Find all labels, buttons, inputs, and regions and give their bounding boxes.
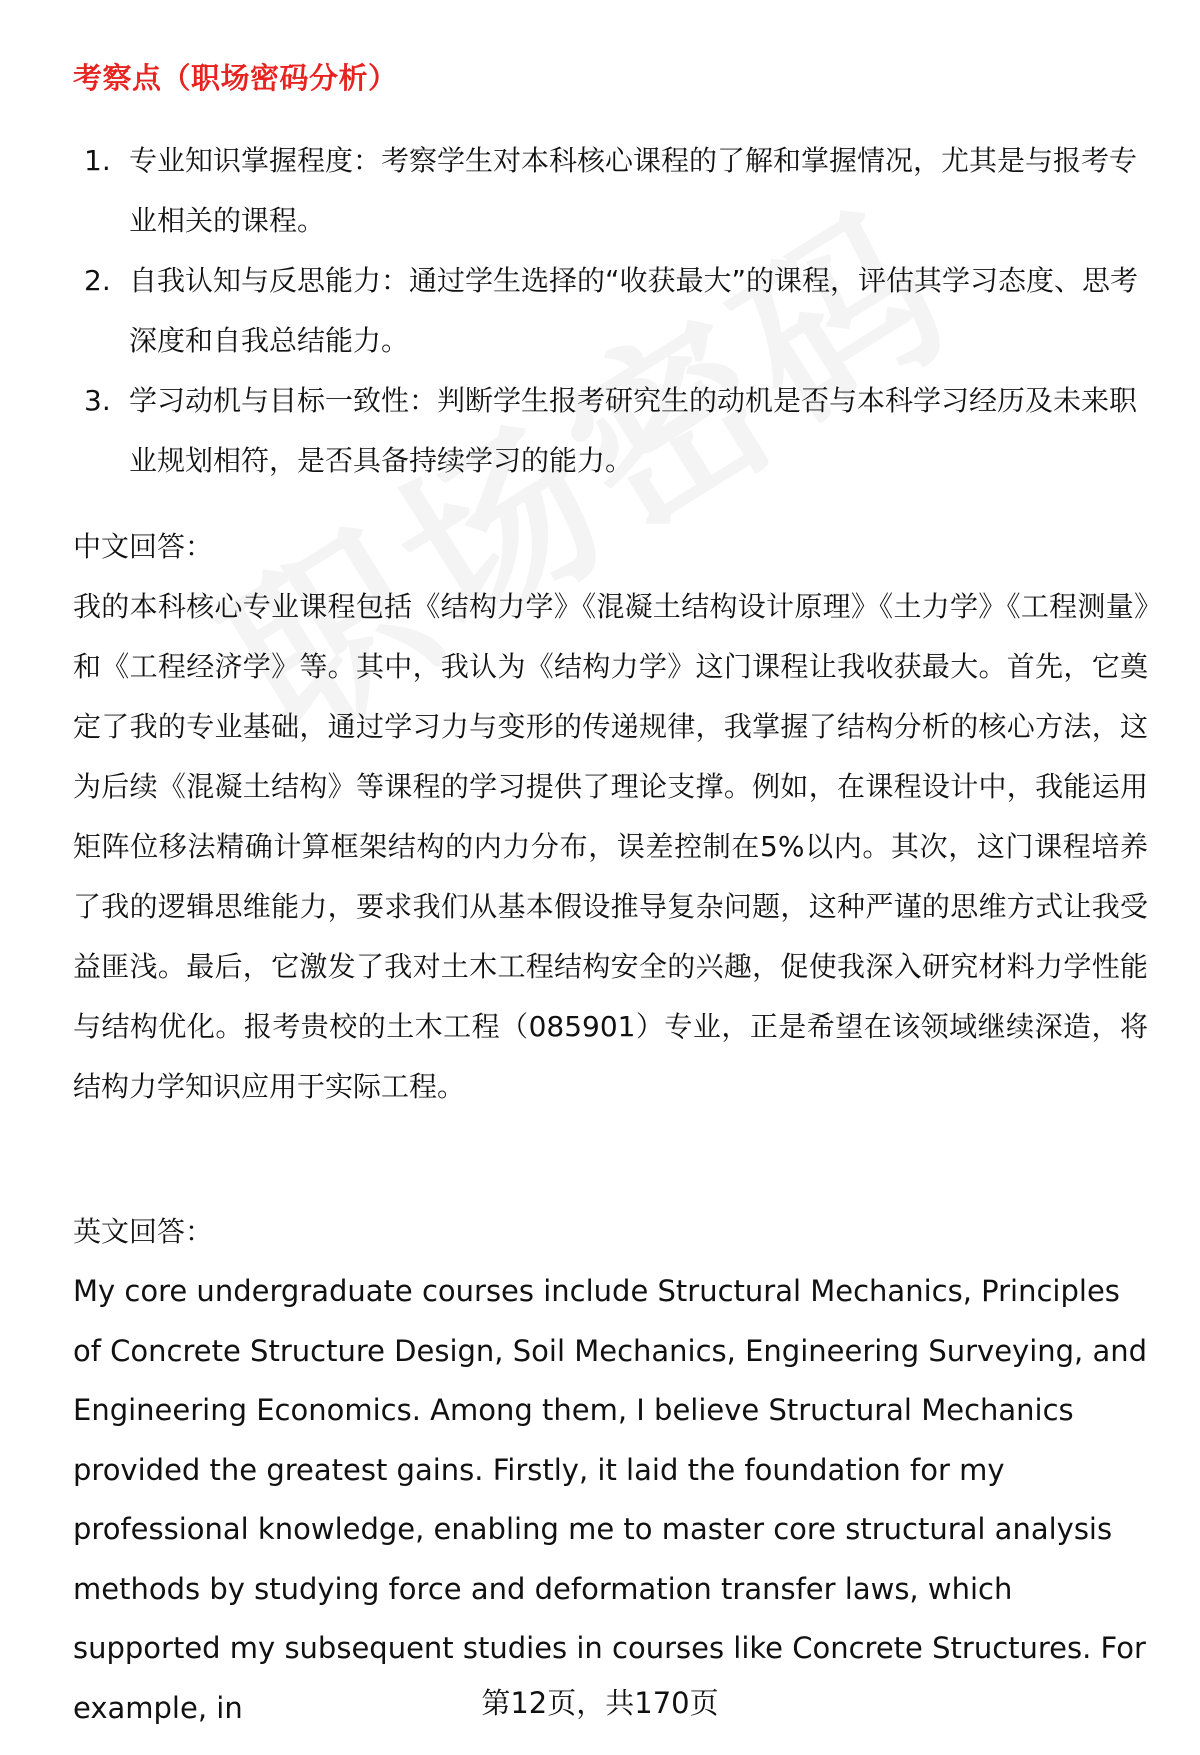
english-answer-text: My core undergraduate courses include Structural Mechanics, Principles of Concrete Structure Design, Soil Mechanics, Engineering Surveying, and Engineering Economics. Among them, I believe Structural Mechanics provided the greatest gains. Firstly, it laid the foundation for my professional knowledge, enabling me to master core structural analysis methods by studying force and deformation transfer laws, which supported my subsequent studies in courses like Concrete Structures. For example, in: [73, 1274, 1148, 1725]
assessment-points-list: [73, 131, 1143, 491]
list-item-number: 3.: [84, 384, 111, 417]
page-indicator: 第12页，共170页: [481, 1686, 719, 1720]
chinese-answer-text: 我的本科核心专业课程包括《结构力学》《混凝土结构设计原理》《土力学》《工程测量》和《工程经济学》等。其中，我认为《结构力学》这门课程让我收获最大。首先，它奠定了我的专业基础，通过学习力与变形的传递规律，我掌握了结构分析的核心方法，这为后续《混凝土结构》等课程的学习提供了理论支撑。例如，在课程设计中，我能运用矩阵位移法精确计算框架结构的内力分布，误差控制在5%以内。其次，这门课程培养了我的逻辑思维能力，要求我们从基本假设推导复杂问题，这种严谨的思维方式让我受益匪浅。最后，它激发了我对土木工程结构安全的兴趣，促使我深入研究材料力学性能与结构优化。报考贵校的土木工程（085901）专业，正是希望在该领域继续深造，将结构力学知识应用于实际工程。: [73, 590, 1148, 1103]
section-title: 考察点（职场密码分析）: [73, 61, 398, 95]
chinese-answer-section: [73, 517, 1148, 1117]
list-item-number: 2.: [84, 264, 111, 297]
list-item: [73, 371, 1143, 491]
list-item: [73, 251, 1143, 371]
list-item-text: 自我认知与反思能力：通过学生选择的“收获最大”的课程，评估其学习态度、思考深度和自我总结能力。: [129, 264, 1139, 357]
list-item-number: 1.: [84, 144, 111, 177]
chinese-answer-label: 中文回答：: [73, 530, 214, 563]
english-answer-section: [73, 1202, 1148, 1738]
list-item-text: 专业知识掌握程度：考察学生对本科核心课程的了解和掌握情况，尤其是与报考专业相关的课程。: [129, 144, 1138, 237]
list-item: [73, 131, 1143, 251]
list-item-text: 学习动机与目标一致性：判断学生报考研究生的动机是否与本科学习经历及未来职业规划相符，是否具备持续学习的能力。: [129, 384, 1138, 477]
english-answer-label: 英文回答：: [73, 1215, 214, 1248]
